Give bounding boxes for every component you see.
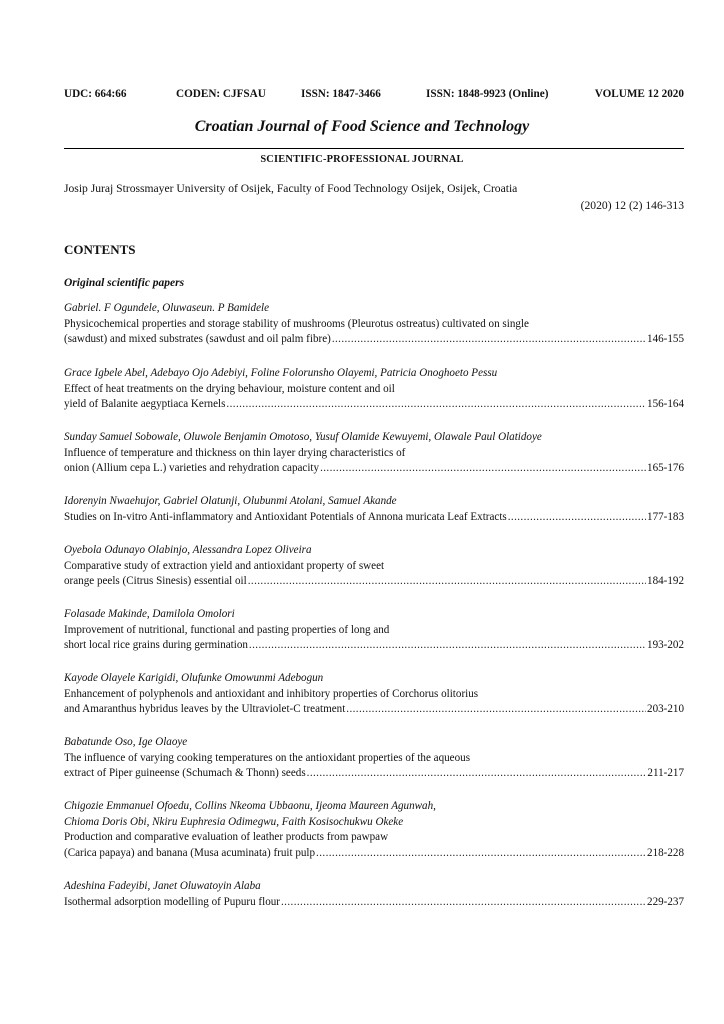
toc-entry[interactable] [64,366,684,413]
entry-title-last-line [64,766,684,782]
entry-authors: Sunday Samuel Sobowale, Oluwole Benjamin Omotoso, Yusuf Olamide Kewuyemi, Olawale Paul Olatidoye [64,431,542,443]
section-heading: Original scientific papers [64,277,185,289]
leader-dots [281,895,646,911]
entry-title-last-line [64,895,684,911]
issue-citation: (2020) 12 (2) 146-313 [580,199,684,212]
entry-title-end: extract of Piper guineense (Schumach & Thonn) seeds [64,767,306,779]
entry-title-line: Influence of temperature and thickness on thin layer drying characteristics of [64,446,406,459]
leader-dots [249,638,646,654]
issn-print: ISSN: 1847-3466 [301,88,381,100]
entry-authors-cont: Chioma Doris Obi, Nkiru Euphresia Odimegwu, Faith Kosisochukwu Okeke [64,815,404,828]
entry-title-last-line [64,332,684,348]
toc-entry[interactable] [64,879,684,910]
entry-title-last-line [64,461,684,477]
toc-entry[interactable] [64,671,684,718]
issn-online: ISSN: 1848-9923 (Online) [426,88,549,100]
entry-title-end: Studies on In-vitro Anti-inflammatory and Antioxidant Potentials of Annona muricata Leaf Extracts [64,510,507,523]
entry-title-end: yield of Balanite aegyptiaca Kernels [64,398,226,410]
leader-dots [320,461,646,477]
title-divider [64,148,684,149]
toc-entry[interactable] [64,735,684,782]
entry-title-end: Isothermal adsorption modelling of Pupuru flour [64,895,280,908]
entry-title-line: Comparative study of extraction yield and antioxidant property of sweet [64,559,385,572]
entry-authors: Grace Igbele Abel, Adebayo Ojo Adebiyi, Foline Folorunsho Olayemi, Patricia Onoghoeto Pessu [64,367,498,379]
entry-pages: 229-237 [647,895,684,908]
entry-authors: Oyebola Odunayo Olabinjo, Alessandra Lopez Oliveira [64,544,312,556]
journal-title: Croatian Journal of Food Science and Technology [194,118,530,135]
entry-pages: 203-210 [647,703,684,715]
toc-entry[interactable] [64,543,684,590]
entry-title-last-line [64,846,684,862]
entry-title-line: The influence of varying cooking temperatures on the antioxidant properties of the aqueous [64,751,471,764]
contents-heading: CONTENTS [64,242,136,257]
entry-authors: Idorenyin Nwaehujor, Gabriel Olatunji, Olubunmi Atolani, Samuel Akande [64,495,397,507]
entry-title-line: Physicochemical properties and storage stability of mushrooms (Pleurotus ostreatus) cultivated on single [64,317,529,330]
toc-entry[interactable] [64,799,684,861]
entry-authors: Folasade Makinde, Damilola Omolori [64,608,235,620]
institution-line: Josip Juraj Strossmayer University of Osijek, Faculty of Food Technology Osijek, Osijek, Croatia [64,182,518,195]
entry-pages: 146-155 [647,333,684,345]
entry-title-end: orange peels (Citrus Sinesis) essential oil [64,575,247,587]
leader-dots [248,574,646,590]
entry-authors: Chigozie Emmanuel Ofoedu, Collins Nkeoma Ubbaonu, Ijeoma Maureen Agunwah, [64,800,436,812]
entry-title-line: Effect of heat treatments on the drying behaviour, moisture content and oil [64,382,395,395]
leader-dots [226,397,646,413]
entry-title-line: Improvement of nutritional, functional and pasting properties of long and [64,623,390,636]
entry-title-last-line [64,397,684,413]
entry-title-line: Enhancement of polyphenols and antioxidant and inhibitory properties of Corchorus olitorius [64,687,479,700]
entry-title-end: (sawdust) and mixed substrates (sawdust and oil palm fibre) [64,333,331,345]
toc-entry[interactable] [64,494,684,525]
leader-dots [346,702,646,718]
leader-dots [316,846,646,862]
coden-code: CODEN: CJFSAU [176,88,266,100]
entry-title-end: and Amaranthus hybridus leaves by the Ultraviolet-C treatment [64,703,346,715]
entry-authors: Adeshina Fadeyibi, Janet Oluwatoyin Alaba [64,880,261,892]
entry-title-line: Production and comparative evaluation of leather products from pawpaw [64,831,389,843]
leader-dots [508,510,646,526]
entry-pages: 211-217 [647,767,684,779]
entry-pages: 193-202 [647,639,684,651]
entry-title-end: (Carica papaya) and banana (Musa acuminata) fruit pulp [64,846,316,859]
entry-pages: 177-183 [647,510,684,523]
leader-dots [307,766,647,782]
entry-pages: 184-192 [647,575,684,587]
leader-dots [332,332,646,348]
entry-title-end: onion (Allium cepa L.) varieties and rehydration capacity [64,462,320,474]
entry-pages: 165-176 [647,462,684,474]
journal-type: SCIENTIFIC-PROFESSIONAL JOURNAL [260,154,464,165]
entry-title-last-line [64,574,684,590]
entry-authors: Kayode Olayele Karigidi, Olufunke Omowunmi Adebogun [64,672,324,684]
entry-title-last-line [64,510,684,526]
toc-entry[interactable] [64,301,684,348]
entry-pages: 218-228 [647,846,684,859]
entry-pages: 156-164 [647,398,684,410]
entry-authors: Babatunde Oso, Ige Olaoye [64,736,188,748]
entry-title-last-line [64,638,684,654]
entry-title-last-line [64,702,684,718]
udc-code: UDC: 664:66 [64,88,127,100]
entry-title-end: short local rice grains during germination [64,639,248,651]
toc-entry[interactable] [64,607,684,654]
toc-entry[interactable] [64,430,684,477]
entry-authors: Gabriel. F Ogundele, Oluwaseun. P Bamidele [64,302,269,314]
volume-label: VOLUME 12 2020 [594,88,684,100]
journal-header-bar [64,88,684,104]
